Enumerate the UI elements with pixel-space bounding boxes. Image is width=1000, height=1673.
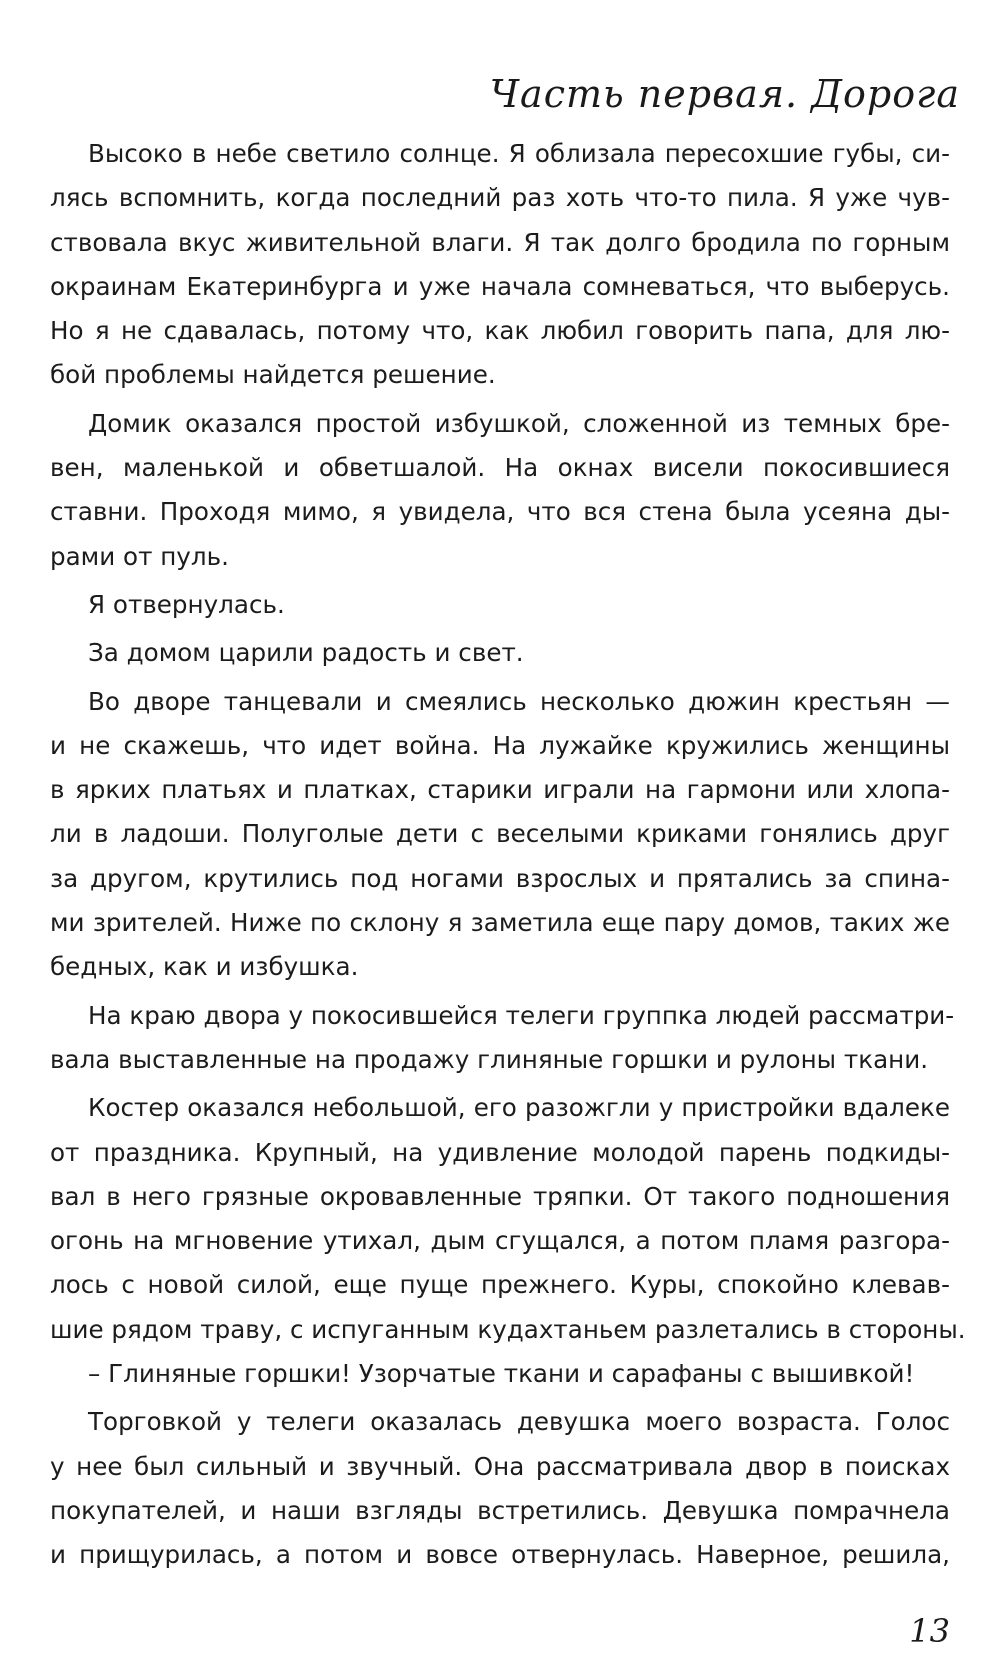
text-line: вен, маленькой и обветшалой. На окнах висели покосившиеся <box>50 453 950 483</box>
paragraph-dialogue <box>50 1352 950 1396</box>
text-line: Домик оказался простой избушкой, сложенной из темных бре- <box>88 408 950 438</box>
text-line: покупателей, и наши взгляды встретились. Девушка помрачнела <box>50 1495 950 1525</box>
text-line: ми зрителей. Ниже по склону я заметила еще пару домов, таких же <box>50 908 950 938</box>
paragraph <box>50 631 950 675</box>
text-line: ставни. Проходя мимо, я увидела, что вся стена была усеяна ды- <box>50 497 950 527</box>
text-line: вала выставленные на продажу глиняные горшки и рулоны ткани. <box>50 1044 929 1074</box>
text-line: в ярких платьях и платках, старики играли на гармони или хлопа- <box>50 775 950 805</box>
text-line: за другом, крутились под ногами взрослых и прятались за спина- <box>50 863 950 893</box>
text-line: окраинам Екатеринбурга и уже начала сомневаться, что выберусь. <box>50 271 950 301</box>
text-line: лясь вспомнить, когда последний раз хоть что-то пила. Я уже чув- <box>50 183 950 213</box>
text-line: огонь на мгновение утихал, дым сгущался, а потом пламя разгора- <box>50 1226 950 1256</box>
paragraph <box>50 583 950 627</box>
text-line: Костер оказался небольшой, его разожгли у пристройки вдалеке <box>88 1093 950 1123</box>
text-line: Торговкой у телеги оказалась девушка моего возраста. Голос <box>88 1407 950 1437</box>
text-line: шие рядом траву, с испуганным кудахтаньем разлетались в стороны. <box>50 1314 966 1344</box>
text-line: рами от пуль. <box>50 541 229 571</box>
text-line: у нее был сильный и звучный. Она рассматривала двор в поисках <box>50 1451 950 1481</box>
text-line: бой проблемы найдется решение. <box>50 360 496 390</box>
paragraph <box>50 994 955 1083</box>
text-line: лось с новой силой, еще пуще прежнего. Куры, спокойно клевав- <box>50 1270 950 1300</box>
text-line: Я отвернулась. <box>88 589 285 619</box>
running-header-title: Часть первая. Дорога <box>489 72 960 116</box>
body-text <box>50 132 966 1578</box>
paragraph <box>50 1400 950 1577</box>
paragraph <box>50 402 950 579</box>
page-number: 13 <box>909 1612 950 1650</box>
text-line: Во дворе танцевали и смеялись несколько дюжин крестьян — <box>88 686 950 716</box>
text-line: и не скажешь, что идет война. На лужайке кружились женщины <box>50 730 950 760</box>
text-line: ли в ладоши. Полуголые дети с веселыми криками гонялись друг <box>50 819 950 849</box>
text-line: Но я не сдавалась, потому что, как любил говорить папа, для лю- <box>50 316 950 346</box>
text-line: ствовала вкус живительной влаги. Я так долго бродила по горным <box>50 227 950 257</box>
text-line: Высоко в небе светило солнце. Я облизала пересохшие губы, си- <box>88 139 950 168</box>
text-line: от праздника. Крупный, на удивление молодой парень подкиды- <box>50 1137 950 1167</box>
paragraph <box>50 132 950 398</box>
paragraph <box>50 680 950 990</box>
text-line: бедных, как и избушка. <box>50 952 359 982</box>
text-line: – Глиняные горшки! Узорчатые ткани и сарафаны с вышивкой! <box>88 1359 915 1389</box>
text-line: и прищурилась, а потом и вовсе отвернулась. Наверное, решила, <box>50 1540 950 1570</box>
text-line: На краю двора у покосившейся телеги группка людей рассматри- <box>88 1000 955 1030</box>
text-line: За домом царили радость и свет. <box>88 638 524 668</box>
text-line: вал в него грязные окровавленные тряпки. От такого подношения <box>50 1181 950 1211</box>
paragraph <box>50 1086 966 1352</box>
